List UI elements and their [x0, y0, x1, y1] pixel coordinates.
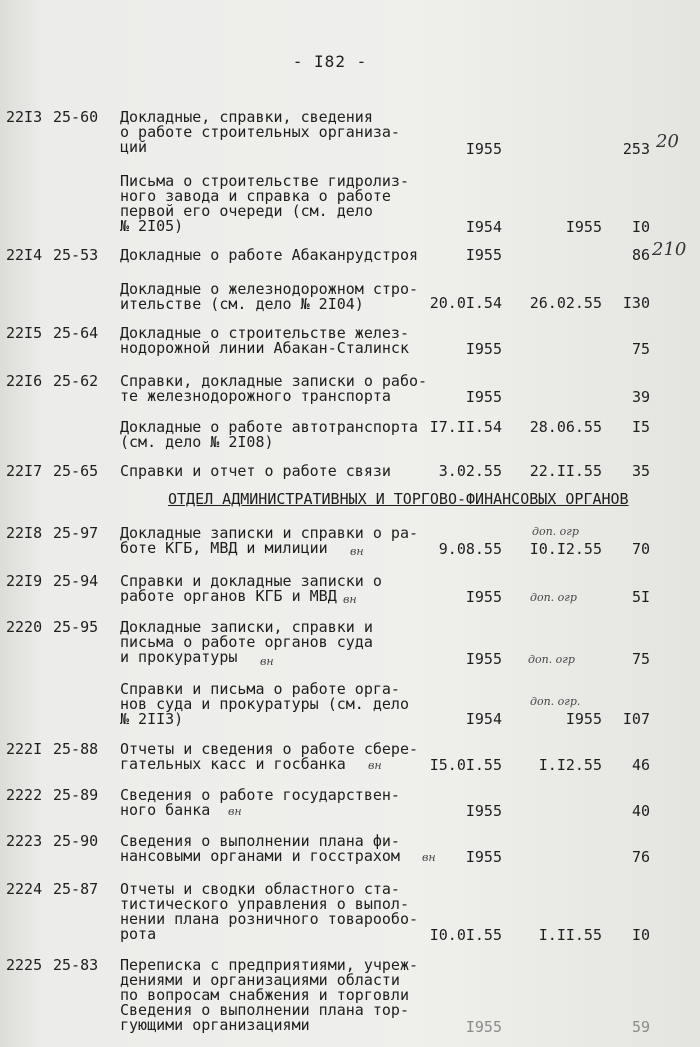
sheet-count: I5 — [631, 418, 650, 436]
sheet-count: 39 — [631, 388, 650, 406]
access-note: вн — [368, 759, 382, 772]
date-start: I954 — [465, 218, 502, 236]
date-start: I955 — [465, 848, 502, 866]
case-description: Письма о строительстве гидролиз- ного завода и справка о работе первой его очереди (см. дело № 2I05) — [120, 172, 409, 235]
case-description: Докладные, справки, сведения о работе строительных организа- ций — [120, 108, 400, 156]
access-note: вн — [350, 545, 364, 558]
date-start: I955 — [465, 388, 502, 406]
sheet-count: 59 — [631, 1018, 650, 1036]
file-index: 25-94 — [53, 572, 99, 590]
date-end: 26.02.55 — [529, 294, 602, 312]
case-number: 22I7 — [6, 462, 43, 480]
case-number: 22I6 — [6, 372, 43, 390]
date-start: I955 — [465, 588, 502, 606]
date-start: I954 — [465, 710, 502, 728]
sheet-count: 75 — [631, 650, 650, 668]
date-start: I955 — [465, 802, 502, 820]
case-number: 22I5 — [6, 324, 43, 342]
case-description: Докладные о работе автотранспорта (см. дело № 2I08) — [120, 418, 419, 451]
file-index: 25-60 — [53, 108, 99, 126]
date-start: I955 — [465, 140, 502, 158]
page-number: - I82 - — [292, 52, 368, 71]
restriction-note: доп. огр — [530, 591, 577, 604]
case-number: 2220 — [6, 618, 43, 636]
case-description: Докладные записки и справки о ра- боте КГБ, МВД и милиции — [120, 524, 419, 557]
sheet-count: 5I — [631, 588, 650, 606]
file-index: 25-62 — [53, 372, 99, 390]
sheet-count: I07 — [622, 710, 650, 728]
sheet-count: I0 — [631, 926, 650, 944]
case-description: Справки, докладные записки о рабо- те железнодорожного транспорта — [120, 372, 428, 405]
case-description: Докладные записки, справки и письма о работе органов суда и прокуратуры — [120, 618, 373, 666]
case-description: Докладные о строительстве желез- нодорожной линии Абакан-Сталинск — [120, 324, 409, 357]
sheet-count: 40 — [631, 802, 650, 820]
access-note: вн — [343, 593, 357, 606]
date-end: I955 — [565, 710, 602, 728]
case-number: 22I8 — [6, 524, 43, 542]
file-index: 25-65 — [53, 462, 99, 480]
sheet-count: 75 — [631, 340, 650, 358]
case-number: 222I — [6, 740, 43, 758]
sheet-count: 70 — [631, 540, 650, 558]
date-start: I955 — [465, 650, 502, 668]
restriction-note: доп. огр — [532, 525, 579, 538]
access-note: вн — [260, 655, 274, 668]
file-index: 25-90 — [53, 832, 99, 850]
date-end: I.I2.55 — [538, 756, 602, 774]
sheet-count: I0 — [631, 218, 650, 236]
case-number: 22I3 — [6, 108, 43, 126]
case-description: Справки и отчет о работе связи — [120, 462, 391, 480]
case-description: Отчеты и сводки областного ста- тистического управления о выпол- нении плана розничного товарообо- рота — [120, 880, 419, 943]
case-number: 2225 — [6, 956, 43, 974]
case-description: Сведения о выполнении плана фи- нансовыми органами и госстрахом — [120, 832, 400, 865]
sheet-count: 35 — [631, 462, 650, 480]
restriction-note: доп. огр — [528, 653, 575, 666]
case-description: Переписка с предприятиями, учреж- дениями и организациями области по вопросам снабжения и торговли Сведения о выполнении плана тор- гующими организациями — [120, 956, 419, 1034]
file-index: 25-97 — [53, 524, 99, 542]
case-description: Сведения о работе государствен- ного банка — [120, 786, 400, 819]
date-start: 3.02.55 — [438, 462, 502, 480]
date-start: 9.08.55 — [438, 540, 502, 558]
date-start: I7.II.54 — [429, 418, 502, 436]
case-number: 2222 — [6, 786, 43, 804]
handwritten-number: 210 — [652, 239, 687, 260]
date-start: I5.0I.55 — [429, 756, 502, 774]
sheet-count: 86 — [631, 246, 650, 264]
case-description: Отчеты и сведения о работе сбере- гательных касс и госбанка — [120, 740, 419, 773]
date-end: I0.I2.55 — [529, 540, 602, 558]
case-description: Докладные о работе Абаканрудстроя — [120, 246, 419, 264]
case-description: Справки и письма о работе орга- нов суда и прокуратуры (см. дело № 2II3) — [120, 680, 409, 728]
sheet-count: 76 — [631, 848, 650, 866]
file-index: 25-95 — [53, 618, 99, 636]
file-index: 25-87 — [53, 880, 99, 898]
handwritten-number: 20 — [656, 131, 679, 152]
access-note: вн — [422, 851, 436, 864]
sheet-count: I30 — [622, 294, 650, 312]
case-number: 22I4 — [6, 246, 43, 264]
date-end: 28.06.55 — [529, 418, 602, 436]
date-start: I955 — [465, 1018, 502, 1036]
case-description: Справки и докладные записки о работе органов КГБ и МВД — [120, 572, 382, 605]
date-end: 22.II.55 — [529, 462, 602, 480]
file-index: 25-64 — [53, 324, 99, 342]
sheet-count: 253 — [622, 140, 650, 158]
file-index: 25-53 — [53, 246, 99, 264]
sheet-count: 46 — [631, 756, 650, 774]
date-start: 20.0I.54 — [429, 294, 502, 312]
section-heading: ОТДЕЛ АДМИНИСТРАТИВНЫХ И ТОРГОВО-ФИНАНСОВЫХ ОРГАНОВ — [168, 490, 629, 508]
access-note: вн — [228, 805, 242, 818]
date-start: I0.0I.55 — [429, 926, 502, 944]
case-description: Докладные о железнодорожном стро- ительстве (см. дело № 2I04) — [120, 280, 419, 313]
case-number: 2223 — [6, 832, 43, 850]
case-number: 2224 — [6, 880, 43, 898]
file-index: 25-83 — [53, 956, 99, 974]
date-start: I955 — [465, 246, 502, 264]
case-number: 22I9 — [6, 572, 43, 590]
file-index: 25-88 — [53, 740, 99, 758]
date-start: I955 — [465, 340, 502, 358]
date-end: I955 — [565, 218, 602, 236]
date-end: I.II.55 — [538, 926, 602, 944]
file-index: 25-89 — [53, 786, 99, 804]
restriction-note: доп. огр. — [530, 695, 581, 708]
